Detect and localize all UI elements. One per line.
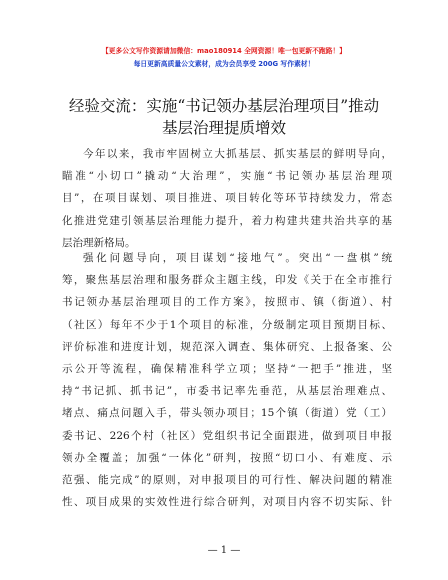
- paragraph-line: 示公开等流程，确保精准科学立项；坚持“一把手”推进，坚: [62, 363, 392, 376]
- paragraph-line: 领办全覆盖；加强“一体化”研判，按照“切口小、有难度、示: [62, 451, 392, 464]
- paragraph-line: 今年以来，我市牢固树立大抓基层、抓实基层的鲜明导向，: [83, 148, 392, 160]
- paragraph-line: 书记领办基层治理项目的工作方案》，按照市、镇（街道）、村: [62, 296, 392, 309]
- paragraph-line: 筹，聚焦基层治理和服务群众主题主线，印发《关于在全市推行: [62, 274, 392, 287]
- paragraph-line: 化推进党建引领基层治理能力提升，着力构建共建共治共享的基: [62, 214, 392, 227]
- page-number: — 1 —: [207, 545, 241, 556]
- paragraph-line: 目”，在项目谋划、项目推进、项目转化等环节持续发力，常态: [62, 192, 392, 205]
- paragraph-line: 性、项目成果的实效性进行综合研判，对项目内容不切实际、针: [62, 496, 392, 509]
- paragraph-line: 范强、能完成”的原则，对申报项目的可行性、解决问题的精准: [62, 474, 392, 487]
- paragraph-line: 评价标准和进度计划，规范深入调查、集体研究、上报备案、公: [62, 340, 392, 353]
- paragraph-line: 持“书记抓、抓书记”，市委书记率先垂范，从基层治理难点、: [62, 385, 392, 398]
- paragraph-line: 层治理新格局。: [62, 236, 136, 249]
- document-title-line-2: 基层治理提质增效: [161, 119, 286, 137]
- promo-banner-line-2: 每日更新高质量公文素材，成为会员享受 200G 写作素材！: [133, 60, 315, 68]
- paragraph-line: 瞄准“小切口”撬动“大治理”，实施“书记领办基层治理项: [62, 170, 392, 183]
- paragraph-line: 堵点、痛点问题入手，带头领办项目；15个镇（街道）党（工）: [62, 407, 392, 420]
- paragraph-line: 委书记、226个村（社区）党组织书记全面跟进，做到项目申报: [62, 429, 392, 442]
- paragraph-intro: [62, 143, 392, 254]
- paragraph-problem-oriented: [62, 247, 392, 513]
- promo-banner-line-1: 【更多公文写作资源请加微信：mao180914 全网资源！唯一包更新不跑路！】: [101, 47, 347, 55]
- document-title-line-1: 经验交流：实施“书记领办基层治理项目”推动: [68, 97, 380, 115]
- paragraph-line: （社区）每年不少于1个项目的标准，分级制定项目预期目标、: [62, 318, 392, 331]
- paragraph-line: 强化问题导向，项目谋划“接地气”。突出“一盘棋”统: [83, 252, 392, 264]
